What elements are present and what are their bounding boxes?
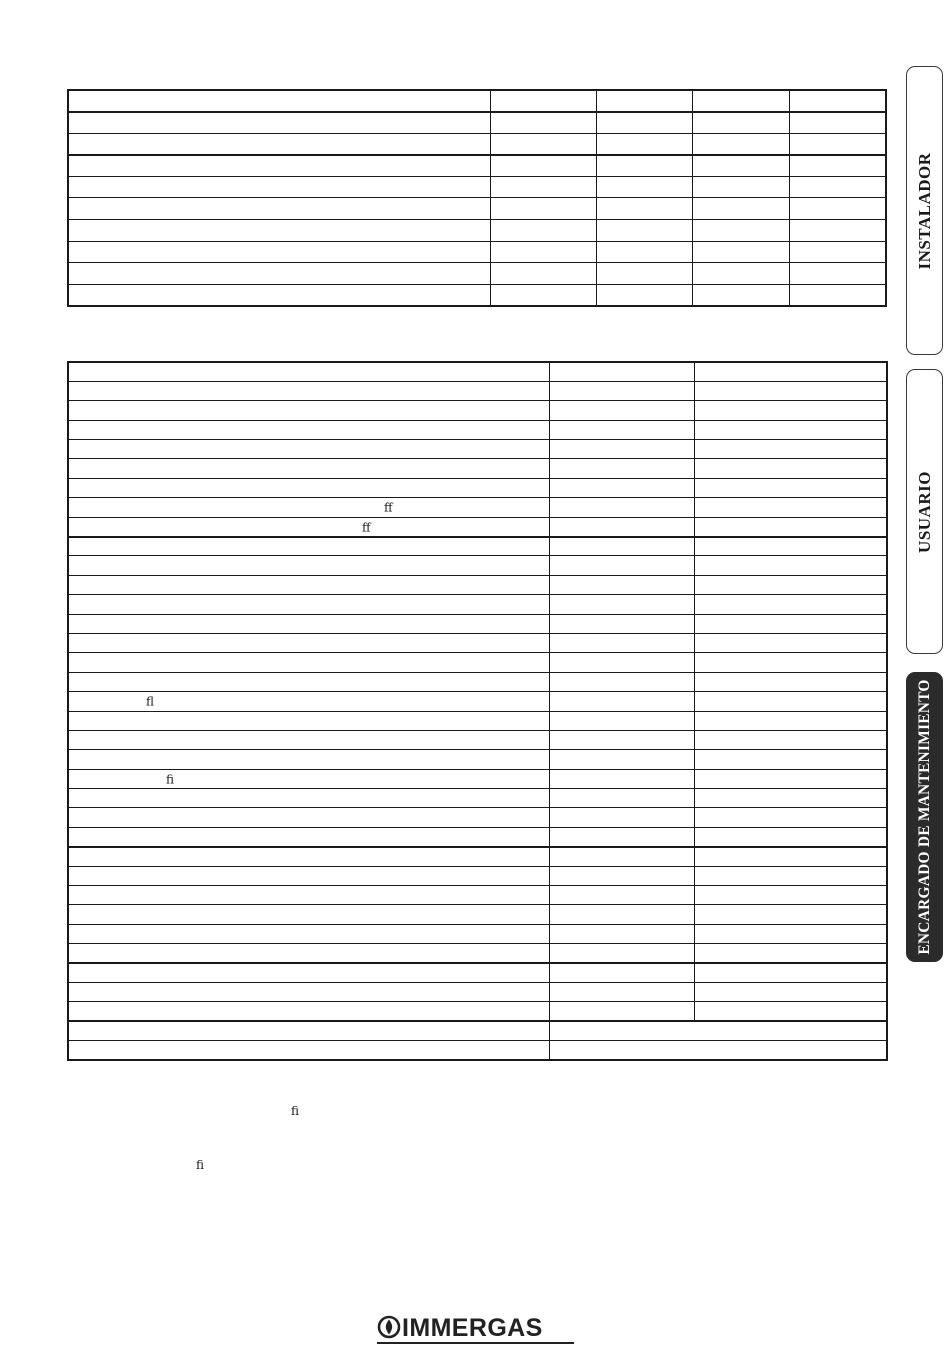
table-row [68,176,886,198]
table-row [68,886,887,905]
table-row [68,769,887,788]
technical-data-table-top [67,89,887,307]
table-row [68,517,887,536]
table-row [68,944,887,963]
table-row [68,866,887,885]
table-row [68,537,887,556]
ligature-glyph: ﬀ [384,501,393,516]
table-row [68,672,887,691]
flame-logo-icon [377,1315,401,1339]
table-row [68,459,887,478]
table-row [68,730,887,749]
table-row [68,362,887,381]
table-row [68,401,887,420]
immergas-logo [377,1313,574,1345]
footnote-glyph: ﬁ [196,1158,205,1172]
table-row [68,198,886,220]
logo-underline [377,1342,574,1344]
table-row [68,381,887,400]
ligature-glyph: ﬀ [362,520,371,535]
table-row [68,614,887,633]
table-row [68,556,887,575]
table-row [68,478,887,497]
table-row [68,1002,887,1021]
tab-user[interactable] [906,369,943,654]
table-row [68,90,886,112]
table-row [68,924,887,943]
ligature-glyph: ﬂ [146,694,155,709]
tab-user-label: USUARIO [914,470,934,553]
table-row [68,711,887,730]
table-row [68,155,886,177]
tab-maintenance[interactable] [906,672,943,962]
table-row [68,440,887,459]
table-row [68,1021,887,1040]
table-row [68,827,887,846]
table-row [68,750,887,769]
table-row [68,847,887,866]
table-row [68,1041,887,1060]
technical-data-table-main [67,361,888,1061]
tab-installer-label: INSTALADOR [914,151,934,270]
table-row [68,112,886,134]
table-row [68,420,887,439]
tab-installer[interactable] [906,66,943,355]
table-row [68,789,887,808]
brand-wordmark: IMMERGAS [402,1314,543,1342]
table-row [68,692,887,711]
table-row [68,575,887,594]
table-row [68,808,887,827]
table-row [68,983,887,1002]
table-row [68,653,887,672]
table-row [68,284,886,306]
table-row [68,633,887,652]
table-row [68,905,887,924]
table-row [68,263,886,285]
ligature-glyph: ﬁ [166,772,175,787]
table-row [68,133,886,155]
table-row [68,220,886,242]
table-row [68,241,886,263]
footnote-glyph: ﬁ [291,1104,300,1118]
table-row [68,595,887,614]
tab-maintenance-label: ENCARGADO DE MANTENIMIENTO [915,679,933,955]
table-row [68,963,887,982]
table-row [68,498,887,517]
